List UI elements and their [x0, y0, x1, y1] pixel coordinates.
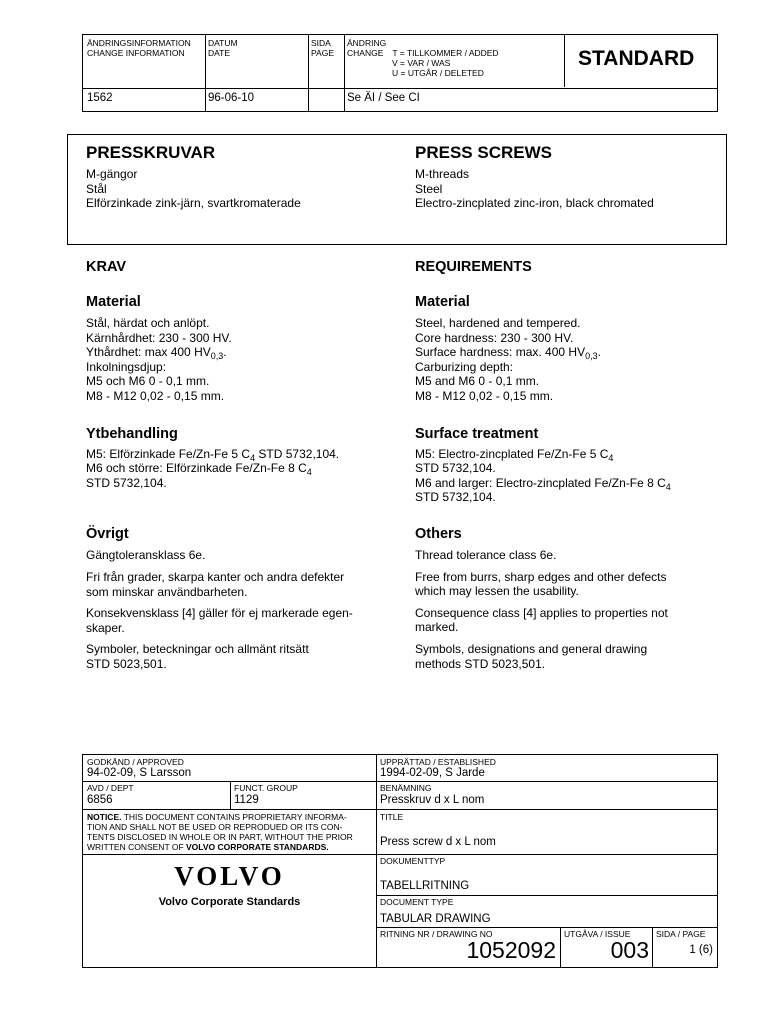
change-number: 1562 — [87, 92, 113, 104]
section-requirements: REQUIREMENTS — [415, 259, 532, 275]
doctype-value-sv: TABELLRITNING — [380, 880, 470, 892]
section-krav: KRAV — [86, 259, 127, 275]
column-sv — [86, 259, 396, 672]
title-sv-heading: PRESSKRUVAR — [86, 143, 216, 162]
dept-label: AVD / DEPT — [87, 783, 134, 793]
approved-value: 94-02-09, S Larsson — [87, 767, 192, 779]
established-label: UPPRÄTTAD / ESTABLISHED — [380, 757, 496, 767]
others-text-sv: Gängtoleransklass 6e. Fri från grader, skarpa kanter och andra defekter som minskar användbarheten. Konsekvensklass [4] gäller för ej markerade egen- skaper. Symboler, beteckningar och allmänt ritsätt STD 5023,501. — [86, 548, 353, 671]
approved-label: GODKÄND / APPROVED — [87, 757, 184, 767]
drawing-no-value: 1052092 — [466, 937, 556, 963]
standard-heading: STANDARD — [578, 47, 695, 70]
volvo-logo: VOLVO — [174, 861, 285, 891]
material-text-en: Steel, hardened and tempered. Core hardness: 230 - 300 HV. Surface hardness: max. 400 $HV_{0,3}$. Carburizing depth: M5 and M6 0 - 0,1 mm. M8 - M12 0,02 - 0,15 mm. — [415, 316, 601, 403]
doctype-value-en: TABULAR DRAWING — [380, 913, 491, 925]
surface-text-en: M5: Electro-zincplated Fe/Zn-Fe 5 $C_4$ STD 5732,104. M6 and larger: Electro-zincplated Fe/Zn-Fe 8 $C_4$ STD 5732,104. — [415, 446, 671, 505]
title-en-line: M-threads — [415, 167, 470, 181]
title-sv-line: Stål — [86, 181, 107, 196]
name-label: BENÄMNING — [380, 783, 432, 793]
issue-label: UTGÅVA / ISSUE — [564, 929, 631, 939]
change-description: Se ÄI / See CI — [347, 92, 420, 104]
name-value: Presskruv d x L nom — [380, 794, 485, 806]
title-block — [82, 754, 718, 968]
change-date: 96-06-10 — [208, 92, 255, 104]
title-value: Press screw d x L nom — [380, 836, 496, 848]
title-sv-line: M-gängor — [86, 167, 138, 181]
issue-value: 003 — [610, 937, 649, 963]
page-label: SIDA PAGE — [311, 38, 334, 58]
dept-value: 6856 — [87, 794, 113, 806]
material-heading-en: Material — [415, 294, 470, 310]
surface-text-sv: M5: Elförzinkade Fe/Zn-Fe 5 $C_4$ STD 5732,104. M6 och större: Elförzinkade Fe/Zn-Fe 8 $C_4$ STD 5732,104. — [86, 446, 340, 490]
date-label: DATUM DATE — [208, 38, 238, 58]
funct-group-label: FUNCT. GROUP — [234, 783, 298, 793]
others-heading-en: Others — [415, 525, 462, 542]
change-info-header — [82, 34, 718, 112]
surface-heading-sv: Ytbehandling — [86, 425, 178, 442]
surface-heading-en: Surface treatment — [415, 425, 539, 442]
established-value: 1994-02-09, S Jarde — [380, 767, 485, 779]
others-text-en: Thread tolerance class 6e. Free from burrs, sharp edges and other defects which may lessen the usability. Consequence class [4] applies to properties not marked. Symbols, designations and general drawing methods STD 5023,501. — [415, 547, 668, 671]
title-en-heading: PRESS SCREWS — [415, 143, 552, 162]
title-label: TITLE — [380, 812, 404, 822]
column-en — [415, 259, 735, 671]
doctype-label-en: DOCUMENT TYPE — [380, 897, 454, 907]
others-heading-sv: Övrigt — [86, 526, 129, 543]
material-heading-sv: Material — [86, 294, 141, 310]
change-info-label: ÄNDRINGSINFORMATION CHANGE INFORMATION — [87, 38, 191, 58]
title-sv — [86, 143, 301, 211]
company-name: Volvo Corporate Standards — [158, 896, 301, 908]
drawing-no-label: RITNING NR / DRAWING NO — [380, 929, 493, 939]
title-en-line: Electro-zincplated zinc-iron, black chromated — [415, 196, 654, 211]
material-text-sv: Stål, härdat och anlöpt. Kärnhårdhet: 230 - 300 HV. Ythårdhet: max 400 $HV_{0,3}$. Inkolningsdjup: M5 och M6 0 - 0,1 mm. M8 - M12 0,02 - 0,15 mm. — [86, 316, 232, 403]
title-box — [67, 134, 727, 245]
funct-group-value: 1129 — [234, 794, 259, 806]
change-legend: ÄNDRING CHANGE T = TILLKOMMER / ADDED V = VAR / WAS U = UTGÅR / DELETED — [347, 38, 499, 78]
title-en — [415, 143, 654, 211]
doctype-label-sv: DOKUMENTTYP — [380, 856, 446, 866]
page-number-value: 1 (6) — [689, 944, 713, 956]
notice-text: NOTICE. THIS DOCUMENT CONTAINS PROPRIETARY INFORMA- TION AND SHALL NOT BE USED OR REPRODUED OR ITS CON- TENTS DISCLOSED IN WHOLE OR IN PART, WITHOUT THE PRIOR WRITTEN CONSENT OF VOLVO CORPORATE STANDARDS. — [87, 812, 353, 852]
page-number-label: SIDA / PAGE — [656, 929, 706, 939]
title-sv-line: Elförzinkade zink-järn, svartkromaterade — [86, 196, 301, 211]
title-en-line: Steel — [415, 181, 443, 196]
